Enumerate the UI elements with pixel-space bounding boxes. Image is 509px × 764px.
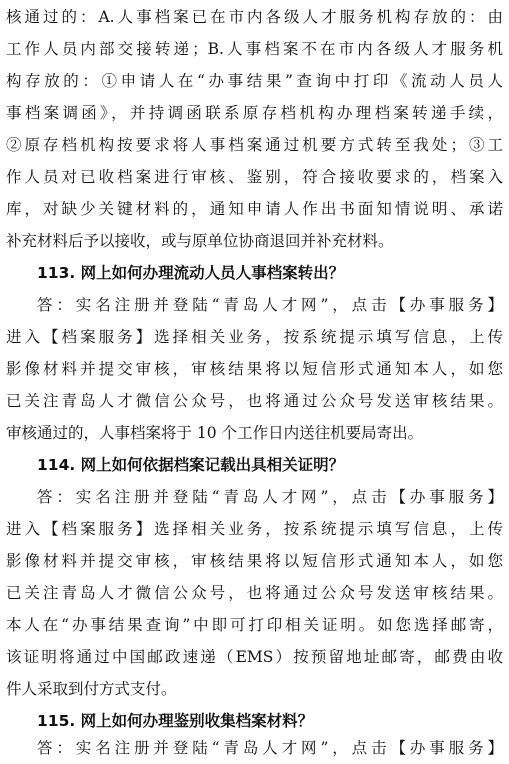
answer-line: 该证明将通过中国邮政速递（EMS）按预留地址邮寄，邮费由收 bbox=[6, 648, 503, 666]
answer-line: 已关注青岛人才微信公众号，也将通过公众号发送审核结果。 bbox=[6, 392, 503, 410]
answer-line: 审核通过的，人事档案将于 10 个工作日内送往机要局寄出。 bbox=[6, 424, 424, 442]
answer-line: 进入【档案服务】选择相关业务，按系统提示填写信息，上传 bbox=[6, 328, 503, 346]
paragraph-line: 工作人员内部交接转递；B.人事档案不在市内各级人才服务机 bbox=[6, 40, 503, 58]
answer-line: 答：实名注册并登陆“青岛人才网”，点击【办事服务】 bbox=[37, 739, 503, 757]
paragraph-line: 库，对缺少关键材料的，通知申请人作出书面知情说明、承诺 bbox=[6, 200, 503, 218]
question-113-heading: 113. 网上如何办理流动人员人事档案转出？ bbox=[37, 264, 345, 282]
paragraph-line: ②原存档机构按要求将人事档案通过机要方式转至我处；③工 bbox=[6, 136, 503, 154]
paragraph-line: 作人员对已收档案进行审核、鉴别，符合接收要求的，档案入 bbox=[6, 168, 503, 186]
question-115-heading: 115. 网上如何办理鉴别收集档案材料？ bbox=[37, 712, 314, 730]
question-114-heading: 114. 网上如何依据档案记载出具相关证明？ bbox=[37, 456, 345, 474]
answer-line: 影像材料并提交审核，审核结果将以短信形式通知本人，如您 bbox=[6, 360, 503, 378]
paragraph-line: 补充材料后予以接收，或与原单位协商退回并补充材料。 bbox=[6, 232, 394, 250]
paragraph-line: 核通过的：A.人事档案已在市内各级人才服务机构存放的：由 bbox=[6, 8, 503, 26]
paragraph-line: 构存放的：①申请人在“办事结果”查询中打印《流动人员人 bbox=[6, 72, 503, 90]
answer-line: 答：实名注册并登陆“青岛人才网”，点击【办事服务】 bbox=[37, 488, 503, 506]
answer-line: 进入【档案服务】选择相关业务，按系统提示填写信息，上传 bbox=[6, 520, 503, 538]
paragraph-line: 事档案调函》，并持调函联系原存档机构办理档案转递手续， bbox=[6, 104, 503, 122]
answer-line: 影像材料并提交审核，审核结果将以短信形式通知本人，如您 bbox=[6, 552, 503, 570]
answer-line: 本人在“办事结果查询”中即可打印相关证明。如您选择邮寄， bbox=[6, 616, 503, 634]
answer-line: 已关注青岛人才微信公众号，也将通过公众号发送审核结果。 bbox=[6, 584, 503, 602]
answer-line: 件人采取到付方式支付。 bbox=[6, 680, 177, 698]
answer-line: 答：实名注册并登陆“青岛人才网”，点击【办事服务】 bbox=[37, 296, 503, 314]
